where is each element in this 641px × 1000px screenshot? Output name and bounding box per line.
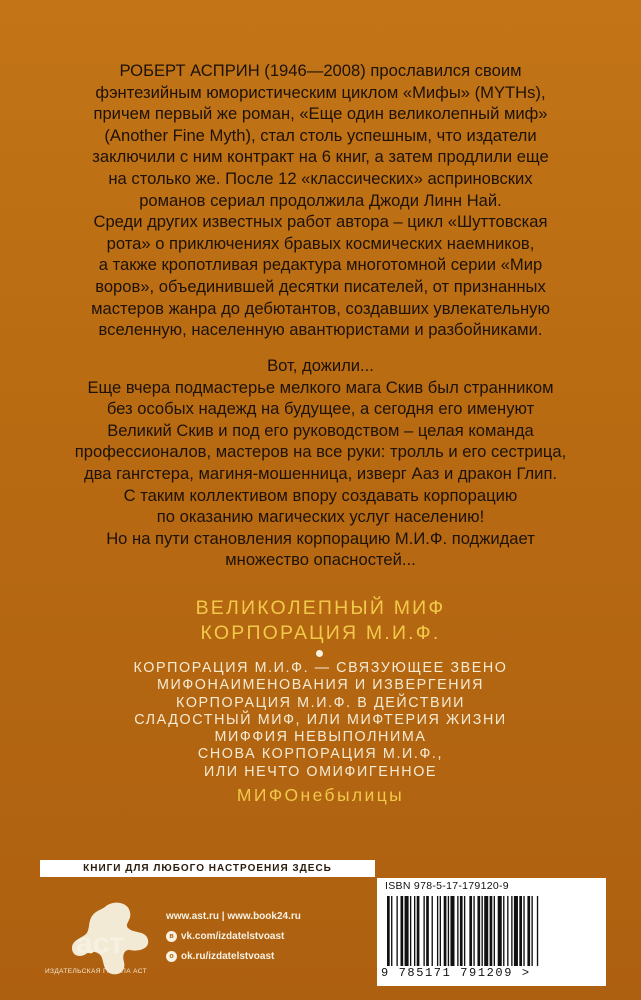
website-links[interactable]: www.ast.ru | www.book24.ru [166, 910, 301, 922]
series-item: КОРПОРАЦИЯ М.И.Ф. В ДЕЙСТВИИ [176, 694, 465, 711]
series-list [0, 660, 641, 781]
barcode-digits: 9 785171 791209 > [381, 966, 531, 980]
series-item: КОРПОРАЦИЯ М.И.Ф. — СВЯЗУЮЩЕЕ ЗВЕНО [133, 660, 508, 676]
isbn-label: ISBN 978-5-17-179120-9 [385, 880, 509, 892]
story-line: два гангстера, магиня-мошенница, изверг Ааз и дракон Глип. [83, 463, 558, 483]
story-line: множество опасностей... [225, 550, 416, 570]
bio-line: мастеров жанра до дебютантов, создавших увлекательную [91, 298, 550, 318]
bio-line: фэнтезийным юмористическим циклом «Мифы» (MYTHs), [95, 82, 546, 102]
publisher-caption: ИЗДАТЕЛЬСКАЯ ГРУППА АСТ [44, 968, 147, 975]
vk-icon: в [166, 931, 177, 942]
story-line: Великий Скив и под его руководством – целая команда [107, 420, 534, 440]
bio-line: романов сериал продолжила Джоди Линн Най. [139, 190, 502, 210]
story-line: профессионалов, мастеров на все руки: тролль и его сестрица, [74, 442, 567, 462]
bio-line: а также кропотливая редактура многотомной серии «Мир [98, 255, 543, 275]
series-item: МИФФИЯ НЕВЫПОЛНИМА [214, 729, 427, 746]
story-line: С таким коллективом впору создавать корпорацию [123, 485, 518, 505]
vk-link[interactable] [166, 926, 301, 946]
series-item: СЛАДОСТНЫЙ МИФ, ИЛИ МИФТЕРИЯ ЖИЗНИ [134, 711, 507, 728]
series-item: СНОВА КОРПОРАЦИЯ М.И.Ф., [197, 746, 444, 763]
book-titles [0, 596, 641, 646]
isbn-barcode-block [377, 878, 606, 986]
barcode [385, 896, 595, 968]
story-line: Еще вчера подмастерье мелкого мага Скив был странником [87, 377, 554, 397]
bio-line: заключили с ним контракт на 6 книг, а затем продлили еще [92, 147, 549, 167]
bio-line: (Another Fine Myth), стал столь успешным, что издатели [104, 125, 537, 145]
bio-line: на столько же. После 12 «классических» асприновских [108, 168, 533, 188]
vk-link-text: vk.com/izdatelstvoast [181, 930, 285, 942]
bio-line: вселенную, населенную авантюристами и разбойниками. [98, 320, 543, 340]
ok-link-text: ok.ru/izdatelstvoast [181, 950, 275, 962]
story-line: без особых надежд на будущее, а сегодня его именуют [106, 399, 535, 419]
series-item: ИЛИ НЕЧТО ОМИФИГЕННОЕ [203, 763, 438, 780]
tagline: КНИГИ ДЛЯ ЛЮБОГО НАСТРОЕНИЯ ЗДЕСЬ [40, 860, 375, 877]
bullet-dot [316, 650, 323, 657]
bio-line: Среди других известных работ автора – цикл «Шуттовская [93, 212, 548, 232]
bio-line: РОБЕРТ АСПРИН (1946—2008) прославился своим [119, 61, 522, 80]
ok-icon: о [166, 951, 177, 962]
ok-link[interactable] [166, 946, 301, 966]
logo-text: аст [76, 927, 125, 960]
story-synopsis [60, 355, 581, 571]
extra-title: МИФОнебылицы [236, 785, 405, 805]
bio-line: причем первый же роман, «Еще один великолепный миф» [93, 104, 548, 124]
bio-line: рота» о приключениях бравых космических наемников, [106, 233, 535, 253]
story-line: Но на пути становления корпорацию М.И.Ф. поджидает [106, 528, 535, 548]
publisher-links [166, 906, 301, 966]
story-line: Вот, дожили... [267, 356, 374, 375]
series-item: МИФОНАИМЕНОВАНИЯ И ИЗВЕРГЕНИЯ [156, 677, 485, 694]
book-title: КОРПОРАЦИЯ М.И.Ф. [200, 622, 441, 644]
bio-line: воров», объединившей десятки писателей, от признанных [95, 276, 546, 296]
book-title: ВЕЛИКОЛЕПНЫЙ МИФ [195, 597, 446, 619]
author-bio [60, 60, 581, 341]
story-line: по оказанию магических услуг населению! [156, 507, 485, 527]
